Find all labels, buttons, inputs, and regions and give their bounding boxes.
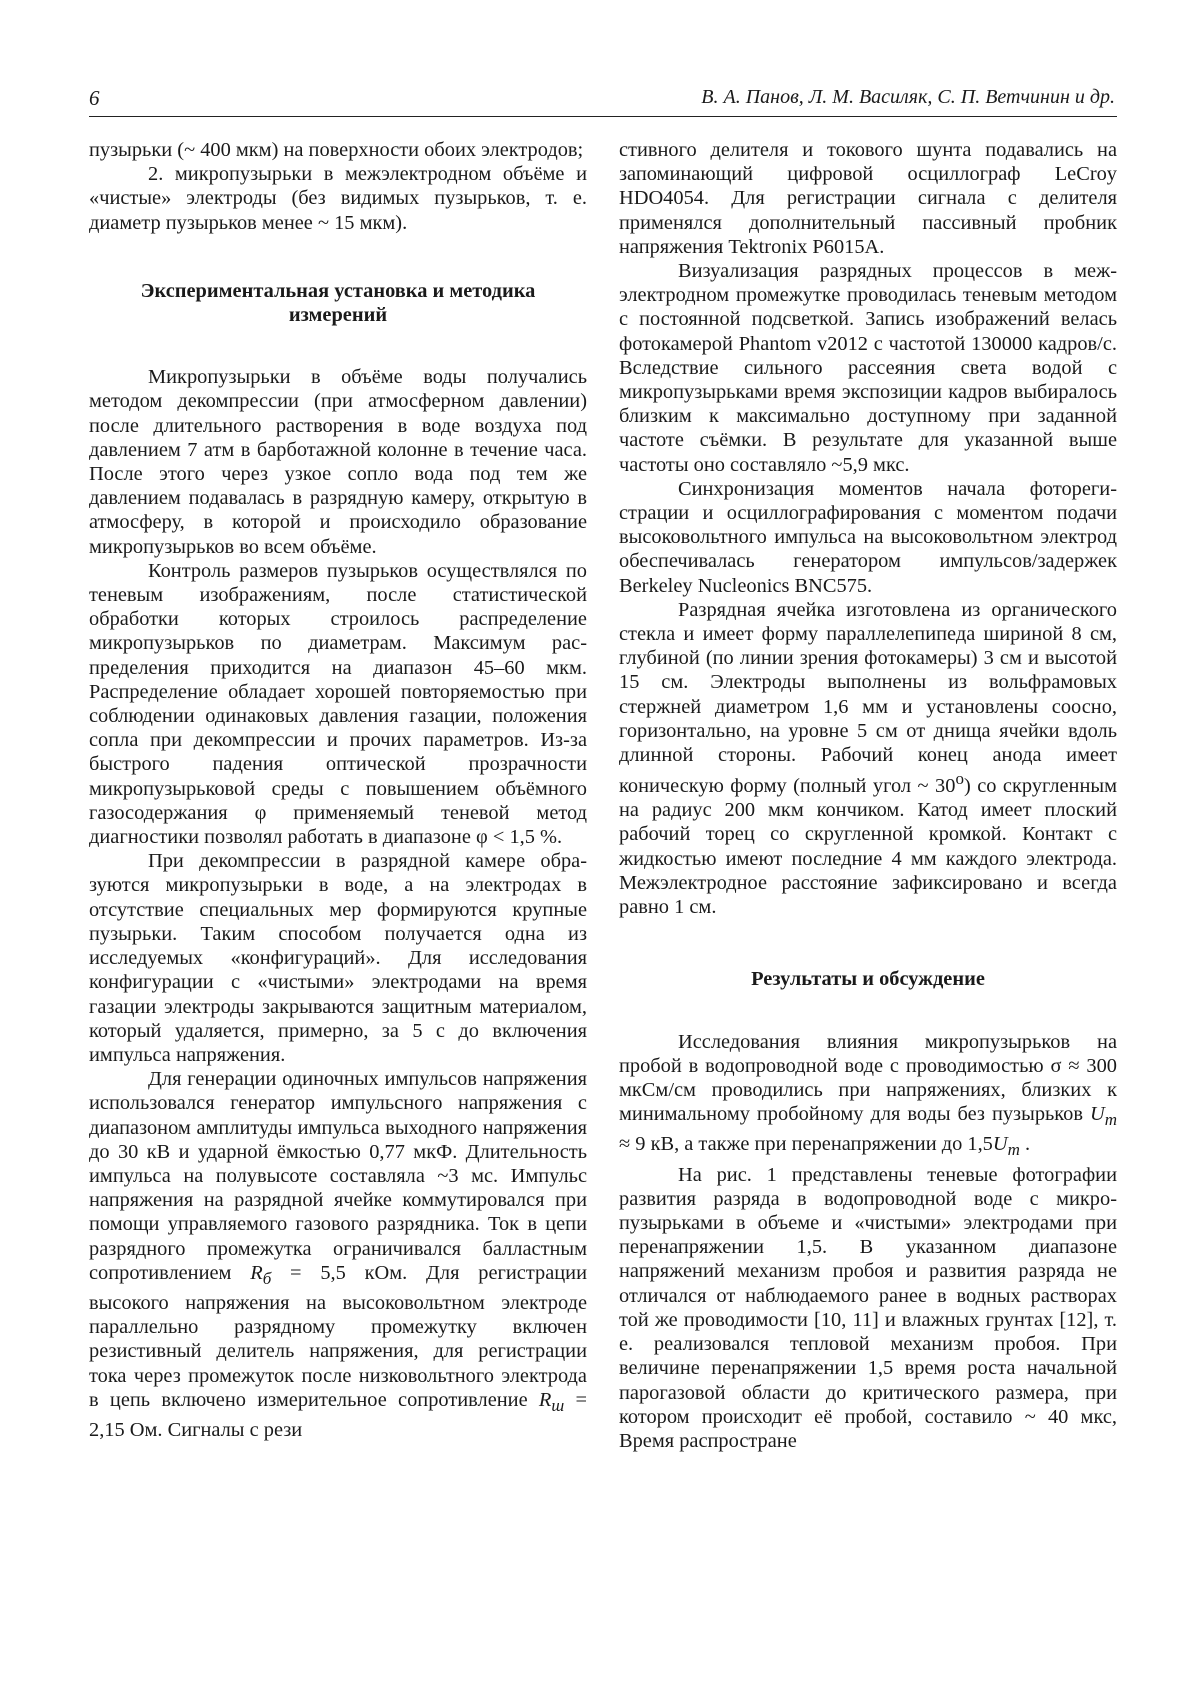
section-heading-results: Результаты и обсуждение [751, 968, 985, 991]
text-span: Для генерации одиночных импульсов напряжения использовался генератор импульсного напряжения с диапазоном амплитуды импульса выходного напряжения до 30 кВ и ударной ёмкостью 0,77 мкФ. Длительность импульса на полувысоте составляла ~3 мс. Импульс напряжения на разрядной ячейке коммутировался при помощи управляемого газового разрядника. Ток в цепи разрядного промежутка ограничивался балластным сопротивлением [89, 1068, 587, 1284]
paragraph: Визуализация разрядных процессов в межэлектродном промежутке проводилась теневым методом с постоянной подсветкой. Запись изображений велась фотокамерой Phantom v2012 с частотой 130000 кадров/с. Вследствие сильного рассеяния света водой с микропузырьками время экспозиции кадров выбиралось близким к максимально доступному при заданной частоте съёмки. В результате для указанной выше частоты оно составляло ~5,9 мкс. [619, 260, 1117, 476]
right-column [619, 138, 1117, 1453]
text-span: ≈ 9 кВ, а также при перенапряжении до 1,5 [619, 1133, 993, 1156]
variable-subscript: m [1007, 1140, 1020, 1160]
paragraph: стивного делителя и токового шунта подавались на запоминающий цифровой осциллограф LeCroy HDO4054. Для регистрации сигнала с делителя применялся дополнительный пассивный пробник напряжения Tektronix P6015A. [619, 139, 1117, 258]
text-span: Разрядная ячейка изготовлена из органического стекла и имеет форму параллелепипеда шириной 8 см, глубиной (по линии зрения фотокамеры) 3 см и высотой 15 см. Электроды выполнены из вольфрамовых стержней диаметром 1,6 мм и установлены соосно, горизонтально, на уровне 5 см от днища ячейки вдоль длинной стороны. Рабочий конец анода имеет коническую форму (полный угол ~ 30 [619, 598, 1117, 798]
variable-r-shunt [538, 1388, 565, 1415]
variable-r-ballast [250, 1261, 272, 1288]
text-span: ) со скругленным на радиус 200 мкм кончиком. Катод имеет плоский рабочий торец со скругленной кромкой. Контакт с жидкостью имеют последние 4 мм каждого электрода. Межэлектродное расстояние зафиксировано и всегда равно 1 см. [619, 775, 1117, 919]
variable-symbol: R [538, 1388, 552, 1411]
paragraph: Микропузырьки в объёме воды получались методом декомпрессии (при атмосферном давлении) после длительного растворения в воде воздуха под давлением 7 атм в барботажной колонне в течение часа. После этого через узкое сопло вода под тем же давлением подавалась в разрядную камеру, открытую в атмосферу, в которой и происходило образование микропузырьков во всем объёме. [89, 366, 587, 558]
paragraph [619, 1030, 1117, 1163]
text-span: = 5,5 кОм. Для регистрации высокого напряжения на высоковольтном электроде параллельно разрядному промежутку включен резистивный делитель напряжения, для регистрации тока через промежуток после низковольтного электрода в цепь включено измерительное сопротивление [89, 1261, 587, 1411]
variable-subscript: m [1104, 1110, 1117, 1130]
paragraph: пузырьки (~ 400 мкм) на поверхности обоих электродов; [89, 139, 584, 161]
variable-u-m [992, 1133, 1020, 1160]
running-head-authors: В. А. Панов, Л. М. Василяк, С. П. Ветчинин и др. [701, 86, 1115, 108]
paragraph [89, 1067, 587, 1442]
paragraph [619, 598, 1117, 919]
section-heading-setup: Экспериментальная установка и методика измерений [140, 279, 536, 327]
variable-symbol: R [250, 1261, 263, 1284]
variable-symbol: U [1089, 1103, 1105, 1126]
variable-subscript: ш [551, 1395, 565, 1415]
text-span: . [1019, 1133, 1031, 1156]
paragraph: Контроль размеров пузырьков осуществлялся по теневым изображениям, после статистической обработки которых строилось распределение микропузырьков по диаметрам. Максимум распределения приходится на диапазон 45–60 мкм. Распределение обладает хорошей повторяемостью при соблюдении одинаковых давления газации, положения сопла при декомпрессии и прочих параметров. Из-за быстрого падения оптической прозрачности микропузырьковой среды с повышением объёмного газосодержания φ применяемый теневой метод диагностики позволял работать в диапазоне φ < 1,5 %. [89, 559, 587, 849]
text-span: = 2,15 Ом. Сигналы с рези [89, 1388, 587, 1442]
degree-superscript: o [955, 769, 964, 789]
variable-subscript: б [262, 1268, 272, 1288]
variable-symbol: U [992, 1133, 1008, 1156]
left-column [89, 138, 587, 1442]
variable-u-m [1089, 1103, 1117, 1130]
paragraph: 2. микропузырьки в межэлектродном объёме и «чистые» электроды (без видимых пузырьков, т. е. диаметр пузырьков менее ~ 15 мкм). [89, 163, 587, 234]
paragraph: При декомпрессии в разрядной камере образуются микропузырьки в воде, а на электродах в отсутствие специальных мер формируются крупные пузырьки. Таким способом получается одна из исследуемых «конфигураций». Для исследования конфигурации с «чистыми» электродами на время газации электроды закрываются защитным материалом, который удаляется, примерно, за 5 с до включения импульса напряжения. [89, 850, 587, 1066]
page-number: 6 [89, 86, 100, 110]
paragraph: На рис. 1 представлены теневые фотографии развития разряда в водопроводной воде с микропузырьками в объеме и «чистыми» электродами при перенапряжении 1,5. В указанном диапазоне напряжений механизм пробоя и развития разряда не отличался от наблюдаемого ранее в водных растворах той же проводимости [10, 11] и влажных грунтах [12], т. е. реализовался тепловой механизм пробоя. При величине перенапряжении 1,5 время роста начальной парогазовой области до критического размера, при котором происходит её пробой, составило ~ 40 мкс, Время распростране [619, 1163, 1117, 1452]
page-header [89, 84, 1117, 117]
paragraph: Синхронизация моментов начала фоторегистрации и осциллографирования с моментом подачи высоковольтного импульса на высоковольтном электрод обеспечивалась генератором импульсов/задержек Berkeley Nucleonics BNC575. [619, 477, 1117, 597]
text-span: Исследования влияния микропузырьков на пробой в водопроводной воде с проводимостью σ ≈ 300 мкСм/см проводились при напряжениях, близких к минимальному пробойному для воды без пузырьков [619, 1030, 1117, 1126]
